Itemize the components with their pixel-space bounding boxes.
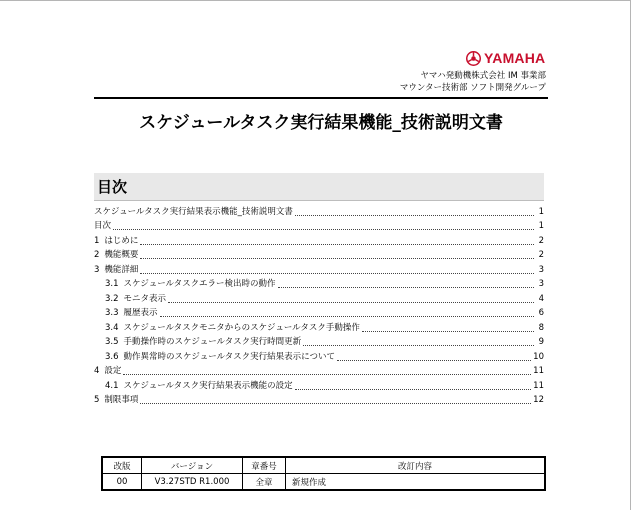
- revision-content: 新規作成: [286, 474, 546, 491]
- toc-entry-text: 設定: [104, 366, 122, 376]
- company-line-2: マウンター技術部 ソフト開発グループ: [399, 83, 546, 93]
- revision-col-content: 改訂内容: [286, 457, 546, 474]
- revision-col-version: バージョン: [142, 457, 243, 474]
- toc-entry-page: 3: [538, 279, 544, 289]
- toc-entry-text: 履歴表示: [123, 308, 158, 318]
- tuning-forks-icon: [466, 51, 481, 66]
- toc-dot-leader: [295, 215, 534, 216]
- toc-entry-page: 1: [538, 221, 544, 231]
- toc-entry-text: 機能概要: [104, 250, 139, 260]
- toc-entry[interactable]: [94, 305, 544, 320]
- revision-header-row: [102, 457, 545, 474]
- toc-dot-leader: [140, 403, 531, 404]
- company-line-1: ヤマハ発動機株式会社 IM 事業部: [420, 71, 546, 81]
- toc-dot-leader: [140, 258, 534, 259]
- document-title: スケジュールタスク実行結果機能_技術説明文書: [139, 113, 503, 133]
- toc-entry-page: 10: [533, 351, 544, 362]
- toc-dot-leader: [140, 273, 534, 274]
- toc-entry-number: 3: [94, 264, 100, 275]
- toc-entry-page: 8: [538, 322, 544, 333]
- toc-entry-number: 3.6: [105, 351, 119, 362]
- toc-entry-text: モニタ表示: [123, 293, 167, 304]
- toc-entry[interactable]: [94, 377, 544, 392]
- toc-dot-leader: [113, 229, 534, 230]
- toc-entry-number: 3.3: [105, 308, 119, 318]
- revision-edition: 00: [102, 474, 142, 491]
- toc-entry[interactable]: [94, 334, 544, 349]
- page-edge-top: [0, 0, 631, 1]
- header-rule: [94, 97, 548, 99]
- toc-entry-number: 4.1: [105, 380, 119, 391]
- toc-entry-number: 5: [94, 395, 100, 405]
- toc-entry-page: 9: [538, 337, 544, 347]
- toc-entry-page: 3: [538, 264, 544, 275]
- toc-dot-leader: [123, 374, 531, 375]
- toc-dot-leader: [362, 331, 534, 332]
- toc-entry-number: 1: [94, 235, 100, 246]
- toc-entry-page: 11: [533, 380, 544, 391]
- yamaha-logo: [466, 50, 545, 66]
- toc-entry-number: 4: [94, 366, 100, 376]
- revision-chapter: 全章: [243, 474, 286, 491]
- toc-entry[interactable]: [94, 218, 544, 233]
- toc-entry-text: 手動操作時のスケジュールタスク実行時間更新: [123, 337, 302, 347]
- toc-entry-page: 11: [533, 366, 544, 376]
- toc-entry-text: スケジュールタスクエラー検出時の動作: [123, 279, 276, 289]
- toc-entry[interactable]: [94, 247, 544, 262]
- toc-entry-page: 1: [538, 206, 544, 217]
- toc-dot-leader: [278, 287, 534, 288]
- toc-entry-text: はじめに: [104, 235, 139, 246]
- toc-entry[interactable]: [94, 348, 544, 363]
- toc-entry[interactable]: [94, 392, 544, 407]
- toc-entry[interactable]: [94, 276, 544, 291]
- toc-entry-text: 制限事項: [104, 395, 139, 405]
- toc-entry[interactable]: [94, 290, 544, 305]
- toc-heading: 目次: [97, 178, 128, 196]
- toc-entry-text: スケジュールタスク実行結果表示機能_技術説明文書: [94, 206, 293, 217]
- toc-entry-text: スケジュールタスクモニタからのスケジュールタスク手動操作: [123, 322, 360, 333]
- revision-col-chapter: 章番号: [243, 457, 286, 474]
- toc-entry-number: 3.2: [105, 293, 119, 304]
- revision-table: [101, 456, 546, 491]
- toc-entry[interactable]: [94, 232, 544, 247]
- toc-entry-text: 目次: [94, 221, 112, 231]
- revision-version: V3.27STD R1.000: [142, 474, 243, 491]
- revision-col-edition: 改版: [102, 457, 142, 474]
- toc-entry-number: 3.5: [105, 337, 119, 347]
- toc-entry-page: 2: [538, 250, 544, 260]
- toc-entry-page: 12: [533, 395, 544, 405]
- toc-entry[interactable]: [94, 319, 544, 334]
- toc-dot-leader: [168, 302, 534, 303]
- toc-entry-text: 動作異常時のスケジュールタスク実行結果表示について: [123, 351, 336, 362]
- toc-dot-leader: [303, 345, 534, 346]
- toc-entry-text: 機能詳細: [104, 264, 139, 275]
- company-info: [400, 70, 546, 94]
- toc-dot-leader: [337, 360, 531, 361]
- toc-entry-number: 3.4: [105, 322, 119, 333]
- toc-entry-page: 6: [538, 308, 544, 318]
- brand-name: YAMAHA: [484, 50, 546, 66]
- toc-entry-page: 4: [538, 293, 544, 304]
- toc-entry[interactable]: [94, 363, 544, 378]
- toc-dot-leader: [140, 244, 534, 245]
- toc-dot-leader: [295, 389, 531, 390]
- toc-dot-leader: [160, 316, 534, 317]
- toc-header: [94, 173, 544, 201]
- toc-entry-page: 2: [538, 235, 544, 246]
- table-of-contents: [94, 203, 544, 406]
- toc-entry-number: 3.1: [105, 279, 119, 289]
- toc-entry[interactable]: [94, 203, 544, 218]
- toc-entry-text: スケジュールタスク実行結果表示機能の設定: [123, 380, 293, 391]
- revision-row: [102, 474, 545, 491]
- toc-entry-number: 2: [94, 250, 100, 260]
- toc-entry[interactable]: [94, 261, 544, 276]
